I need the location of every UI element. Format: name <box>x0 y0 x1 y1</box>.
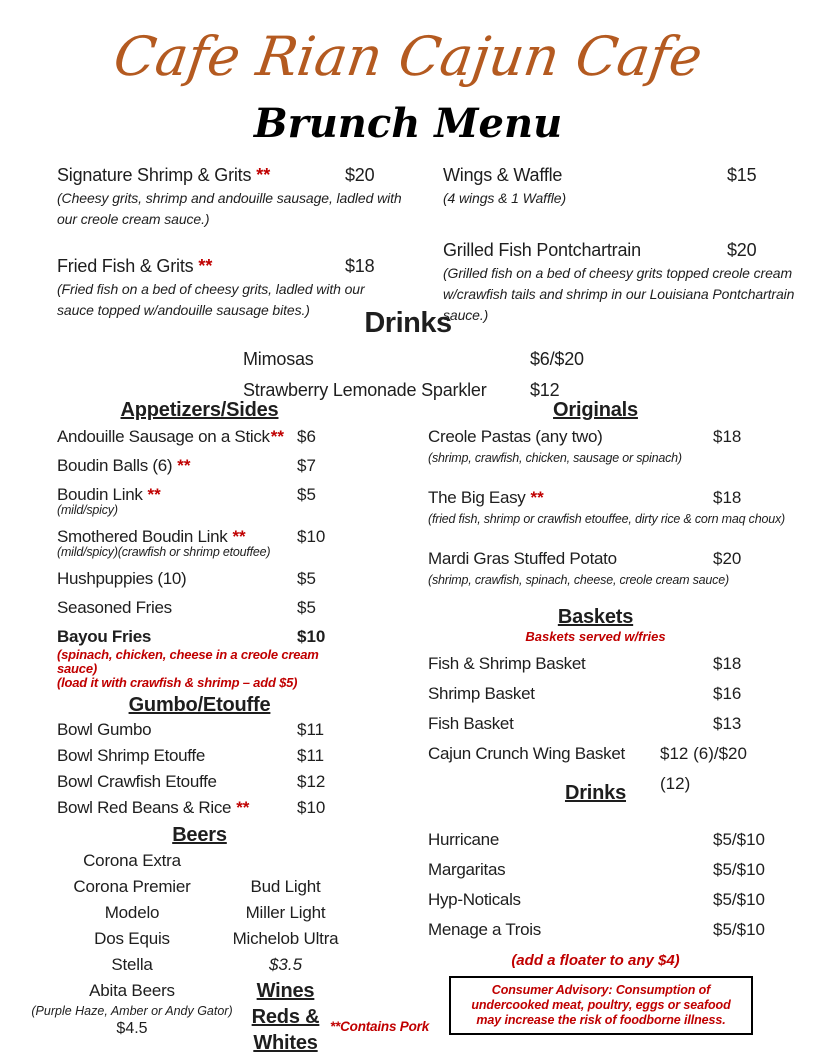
menu-item-price: $18 <box>713 488 742 507</box>
menu-item-name: Wings & Waffle <box>443 165 563 185</box>
menu-item-description: (fried fish, shrimp or crawfish etouffee, dirty rice & corn maq choux) <box>428 512 785 526</box>
menu-item <box>428 709 763 739</box>
menu-item-name: Smothered Boudin Link <box>57 527 228 546</box>
pork-asterisks: ** <box>147 485 161 504</box>
menu-item-name: Fish & Shrimp Basket <box>428 654 586 673</box>
entrees-right-column <box>443 162 798 326</box>
beer-name: Miller Light <box>245 903 326 922</box>
menu-item-description: (4 wings & 1 Waffle) <box>443 190 567 206</box>
menu-title: Brunch Menu <box>253 100 563 147</box>
beer-name: Stella <box>111 955 153 974</box>
menu-item <box>428 422 763 451</box>
menu-item-price: $20 <box>345 165 375 185</box>
menu-item-description: (Cheesy grits, shrimp and andouille sausage, ladled with our creole cream sauce.) <box>57 190 402 227</box>
menu-item-name: Cajun Crunch Wing Basket <box>428 744 625 763</box>
pork-asterisks: ** <box>198 256 213 276</box>
menu-item-name: The Big Easy <box>428 488 526 507</box>
beer-name: Michelob Ultra <box>232 929 339 948</box>
menu-item <box>428 679 763 709</box>
floater-note: (add a floater to any $4) <box>511 952 680 969</box>
menu-item-name: Bowl Shrimp Etouffe <box>57 746 206 765</box>
menu-item-name: Bowl Crawfish Etouffe <box>57 772 217 791</box>
menu-item-name: Margaritas <box>428 860 506 879</box>
menu-item <box>57 451 342 480</box>
menu-item-price: $6/$20 <box>530 349 584 369</box>
menu-item <box>428 483 763 512</box>
menu-item-price: $15 <box>727 165 757 185</box>
beer-name: Modelo <box>104 903 160 922</box>
menu-item-price: $20 <box>727 240 757 260</box>
menu-item <box>57 769 342 795</box>
menu-item <box>443 162 798 209</box>
menu-item <box>57 622 342 651</box>
menu-item-price: $20 <box>713 549 742 568</box>
menu-item <box>428 825 763 855</box>
entrees-left-column <box>57 162 402 321</box>
menu-item-name: Boudin Link <box>57 485 143 504</box>
pork-asterisks: ** <box>256 165 271 185</box>
menu-item <box>428 915 763 945</box>
menu-item-price: $10 <box>297 798 326 817</box>
menu-item-name: Fish Basket <box>428 714 514 733</box>
left-column <box>31 398 342 1056</box>
section-heading-baskets: Baskets <box>557 606 634 628</box>
beers-column-1 <box>31 848 233 1056</box>
menu-item <box>57 522 342 551</box>
beer-name: Abita Beers <box>89 981 175 1000</box>
menu-item-price: $10 <box>297 527 326 546</box>
menu-item-name: Bowl Red Beans & Rice <box>57 798 232 817</box>
menu-item-price: $10 <box>297 627 326 646</box>
menu-item-name: Creole Pastas (any two) <box>428 427 603 446</box>
menu-item <box>57 422 342 451</box>
menu-item-name: Fried Fish & Grits <box>57 256 194 276</box>
restaurant-name: Cafe Rian Cajun Cafe <box>110 25 707 88</box>
pork-asterisks: ** <box>177 456 191 475</box>
beer-name: Bud Light <box>250 877 321 896</box>
menu-item-price: $5/$10 <box>713 830 765 849</box>
menu-item-name: Hushpuppies (10) <box>57 569 187 588</box>
menu-item-description: (Grilled fish on a bed of cheesy grits topped creole cream w/crawfish tails and shrimp in our Louisiana Pontchartrain sauce.) <box>443 265 795 323</box>
pork-asterisks: ** <box>236 798 250 817</box>
baskets-note: Baskets served w/fries <box>525 629 666 644</box>
menu-item-note: (mild/spicy) <box>57 503 118 517</box>
menu-item-description: (shrimp, crawfish, chicken, sausage or spinach) <box>428 451 682 465</box>
menu-item-name: Grilled Fish Pontchartrain <box>443 240 641 260</box>
beer-name: Corona Premier <box>73 877 191 896</box>
menu-item-name: Andouille Sausage on a Stick <box>57 427 270 446</box>
menu-item-price: $5 <box>297 569 316 588</box>
menu-item-note: (mild/spicy)(crawfish or shrimp etouffee) <box>57 545 271 559</box>
section-heading-beers: Beers <box>172 824 227 846</box>
menu-item-name: Bowl Gumbo <box>57 720 152 739</box>
menu-item-description: (shrimp, crawfish, spinach, cheese, creole cream sauce) <box>428 573 729 587</box>
menu-item-name: Boudin Balls (6) <box>57 456 173 475</box>
beer-price: $3.5 <box>268 955 303 974</box>
menu-item <box>57 162 402 230</box>
menu-item-price: $18 <box>713 427 742 446</box>
menu-item-name: Hurricane <box>428 830 499 849</box>
pork-asterisks: ** <box>530 488 544 507</box>
menu-item <box>57 795 342 821</box>
beer-note: (Purple Haze, Amber or Andy Gator) <box>31 1004 233 1018</box>
section-heading-gumbo: Gumbo/Etouffe <box>128 694 271 716</box>
menu-item-price: $6 <box>297 427 316 446</box>
menu-item-price: $11 <box>297 746 325 765</box>
section-heading-originals: Originals <box>553 399 638 421</box>
beers-list <box>31 848 342 1056</box>
menu-item-price: $5 <box>297 598 316 617</box>
menu-item <box>57 480 342 509</box>
section-heading-reds-whites: Reds & Whites <box>251 1006 320 1054</box>
drinks-right-list <box>428 825 763 945</box>
menu-item-price: $12 <box>530 380 560 400</box>
menu-item-name: Menage a Trois <box>428 920 541 939</box>
menu-item-price: $5 <box>297 485 316 504</box>
menu-item-price: $18 <box>713 654 742 673</box>
menu-item-name: Bayou Fries <box>57 627 152 646</box>
menu-item-price: $13 <box>713 714 742 733</box>
menu-item <box>428 885 763 915</box>
menu-item <box>428 649 763 679</box>
menu-item <box>57 743 342 769</box>
menu-item <box>428 544 763 573</box>
menu-item-name: Mimosas <box>243 349 314 369</box>
contains-pork-footnote: **Contains Pork <box>330 1019 430 1034</box>
menu-item-name: Seasoned Fries <box>57 598 172 617</box>
menu-item-name: Strawberry Lemonade Sparkler <box>243 380 487 400</box>
menu-item-price: $5/$10 <box>713 890 765 909</box>
menu-item-name: Hyp-Noticals <box>428 890 521 909</box>
menu-item-price: $11 <box>297 720 325 739</box>
menu-item-description: (Fried fish on a bed of cheesy grits, ladled with our sauce topped w/andouille sausage bites.) <box>57 281 365 318</box>
consumer-advisory: Consumer Advisory: Consumption of undercooked meat, poultry, eggs or seafood may increase the risk of foodborne illness. <box>449 976 753 1035</box>
menu-item-note: (load it with crawfish & shrimp – add $5) <box>57 675 298 690</box>
section-heading-appetizers: Appetizers/Sides <box>120 399 279 421</box>
section-heading-drinks-center: Drinks <box>364 307 452 339</box>
drinks-center-list <box>243 344 623 406</box>
pork-asterisks: ** <box>270 427 284 446</box>
menu-item <box>428 855 763 885</box>
menu-item-name: Mardi Gras Stuffed Potato <box>428 549 617 568</box>
menu-item <box>57 717 342 743</box>
menu-item-price: $16 <box>713 684 742 703</box>
menu-item-note: (spinach, chicken, cheese in a creole cream sauce) <box>57 647 319 676</box>
menu-item-name: Signature Shrimp & Grits <box>57 165 252 185</box>
section-heading-wines: Wines <box>256 980 315 1002</box>
beers-column-2 <box>229 848 342 1056</box>
menu-item-price: $7 <box>297 456 316 475</box>
menu-item <box>243 344 623 375</box>
menu-item-name: Shrimp Basket <box>428 684 535 703</box>
menu-item <box>57 593 342 622</box>
menu-item-price: $12 (6)/$20 (12) <box>660 744 747 793</box>
menu-item-price: $18 <box>345 256 375 276</box>
beer-price: $4.5 <box>116 1020 148 1037</box>
menu-item-price: $5/$10 <box>713 860 765 879</box>
menu-item-price: $5/$10 <box>713 920 765 939</box>
menu-item-price: $12 <box>297 772 326 791</box>
right-column <box>428 398 785 969</box>
beer-name: Dos Equis <box>94 929 170 948</box>
pork-asterisks: ** <box>232 527 246 546</box>
menu-item <box>57 564 342 593</box>
section-heading-drinks-right: Drinks <box>564 782 627 804</box>
beer-name: Corona Extra <box>83 851 181 870</box>
